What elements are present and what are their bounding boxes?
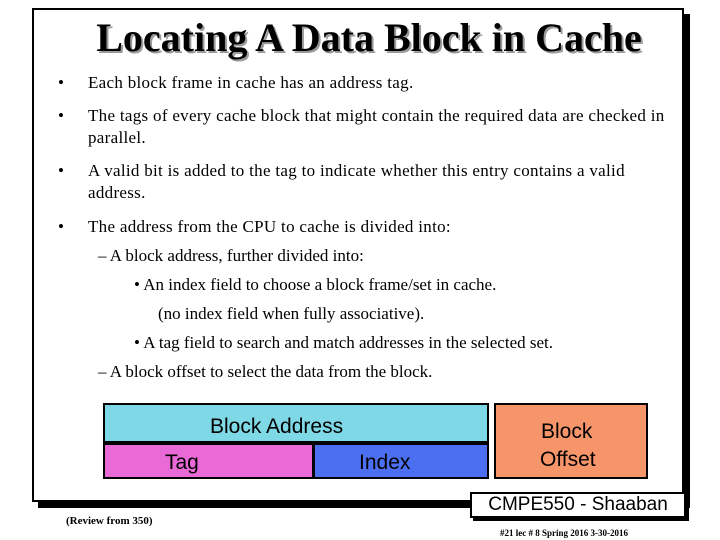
sub-sub-item: • A tag field to search and match addresses in the selected set. [134, 333, 554, 352]
frame-shadow [684, 14, 690, 508]
sub-item: – A block offset to select the data from the block. [98, 362, 433, 381]
block-address-field [103, 403, 489, 443]
bullet-dot: • [58, 106, 64, 125]
sub-sub-item: • An index field to choose a block frame/set in cache. [134, 275, 497, 294]
lecture-info: #21 lec # 8 Spring 2016 3-30-2016 [500, 528, 628, 538]
course-badge: CMPE550 - Shaaban [470, 492, 686, 518]
sub-item: – A block address, further divided into: [98, 246, 364, 265]
bullet-text: The tags of every cache block that might contain the required data are checked in parallel. [88, 106, 665, 147]
index-field [313, 443, 489, 479]
bullet-text: The address from the CPU to cache is divided into: [88, 217, 451, 236]
block-address-label: Block Address [210, 415, 344, 438]
tag-label: Tag [165, 451, 199, 474]
bullet-dot: • [58, 73, 64, 92]
index-label: Index [359, 451, 411, 474]
review-note: (Review from 350) [66, 515, 153, 527]
block-offset-label: Block [541, 420, 593, 443]
slide-title: Locating A Data Block in Cache [96, 15, 642, 60]
bullet-text: A valid bit is added to the tag to indicate whether this entry contains a valid address. [88, 161, 625, 202]
sub-sub-note: (no index field when fully associative). [158, 304, 425, 323]
bullet-dot: • [58, 161, 64, 180]
block-offset-field [494, 403, 648, 479]
bullet-dot: • [58, 217, 64, 236]
block-offset-label: Offset [540, 448, 596, 471]
bullet-text: Each block frame in cache has an address tag. [88, 73, 414, 92]
tag-field [103, 443, 314, 479]
